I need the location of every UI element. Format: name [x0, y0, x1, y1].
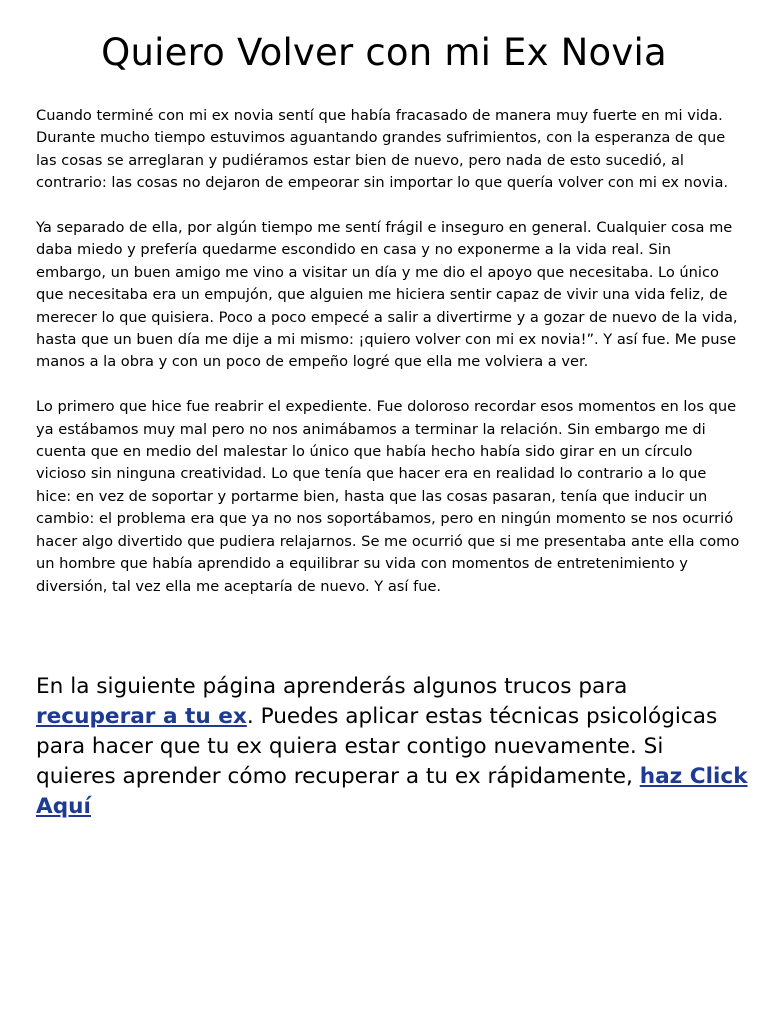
article-body [36, 105, 744, 620]
recuperar-link[interactable]: recuperar a tu ex [36, 704, 247, 729]
paragraph-2: Ya separado de ella, por algún tiempo me sentí frágil e inseguro en general. Cualquier cosa me daba miedo y prefería quedarme escondido en casa y no exponerme a la vida real. Sin embargo, un buen amigo me vino a visitar un día y me dio el apoyo que necesitaba. Lo único que necesitaba era un empujón, que alguien me hiciera sentir capaz de vivir una vida feliz, de merecer lo que quisiera. Poco a poco empecé a salir a divertirme y a gozar de nuevo de la vida, hasta que un buen día me dije a mi mismo: ¡quiero volver con mi ex novia!”. Y así fue. Me puse manos a la obra y con un poco de empeño logré que ella me volviera a ver. [36, 219, 738, 371]
paragraph-3: Lo primero que hice fue reabrir el expediente. Fue doloroso recordar esos momentos en los que ya estábamos muy mal pero no nos animábamos a terminar la relación. Sin embargo me di cuenta que en medio del malestar lo único que había hecho había sido girar en un círculo vicioso sin ninguna creatividad. Lo que tenía que hacer era en realidad lo contrario a lo que hice: en vez de soportar y portarme bien, hasta que las cosas pasaran, tenía que inducir un cambio: el problema era que ya no nos soportábamos, pero en ningún momento se nos ocurrió hacer algo divertido que pudiera relajarnos. Se me ocurrió que si me presentaba ante ella como un hombre que había aprendido a equilibrar su vida con momentos de entretenimiento y diversión, tal vez ella me aceptaría de nuevo. Y así fue. [36, 398, 740, 595]
call-to-action [36, 672, 748, 822]
click-here-link[interactable]: haz Click Aquí [36, 764, 748, 819]
cta-text-2: . Puedes aplicar estas técnicas psicológicas para hacer que tu ex quiera estar contigo nuevamente. Si quieres aprender cómo recuperar a tu ex rápidamente, [36, 704, 718, 789]
cta-text-1: En la siguiente página aprenderás algunos trucos para [36, 674, 628, 699]
page-title: Quiero Volver con mi Ex Novia [101, 31, 667, 74]
paragraph-1: Cuando terminé con mi ex novia sentí que había fracasado de manera muy fuerte en mi vida. Durante mucho tiempo estuvimos aguantando grandes sufrimientos, con la esperanza de que las cosas se arreglaran y pudiéramos estar bien de nuevo, pero nada de esto sucedió, al contrario: las cosas no dejaron de empeorar sin importar lo que quería volver con mi ex novia. [36, 107, 729, 192]
